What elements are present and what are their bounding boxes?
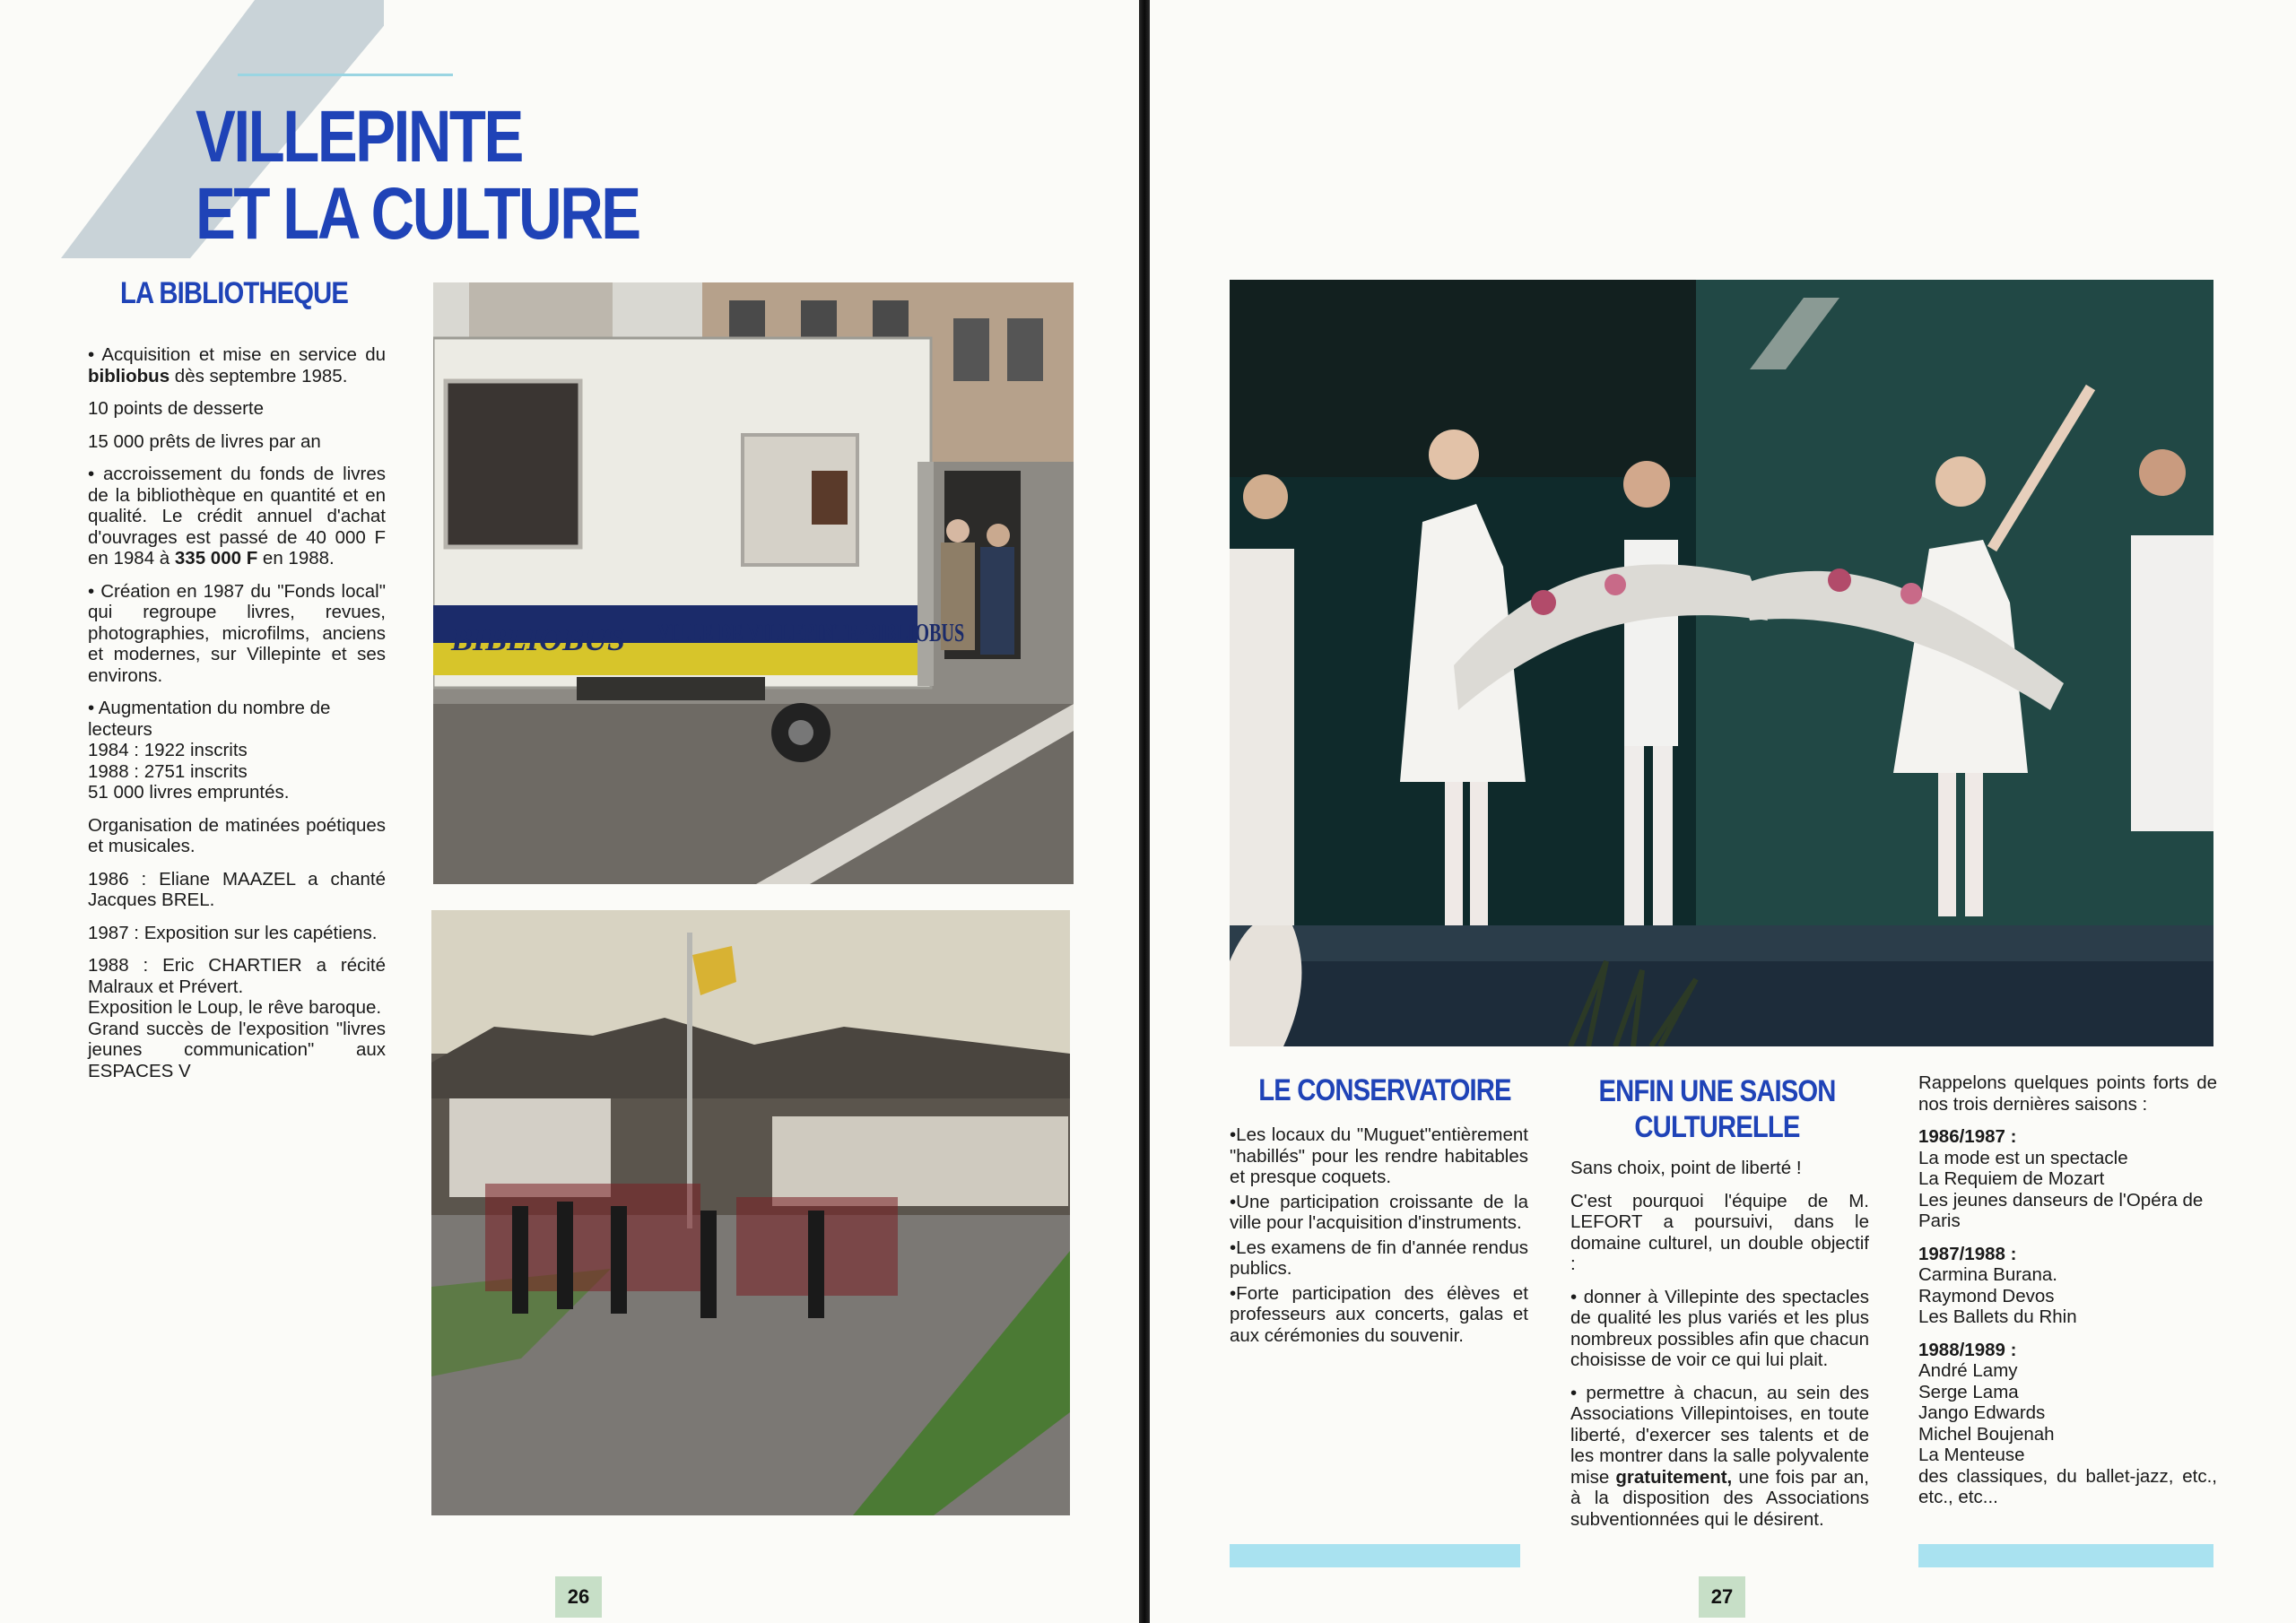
bus-side-text: VILLE DE VILLEPINTE·BIBLIOBUS (657, 619, 965, 647)
left-page (0, 0, 1139, 1623)
right-page (1150, 0, 2296, 1623)
section-title-bibliotheque: LA BIBLIOTHEQUE (119, 276, 349, 310)
conservatoire-item-1: •Les locaux du "Muguet"entièrement "habillés" pour les rendre habitables et presque coquets. (1230, 1124, 1528, 1187)
season-1988-1989: 1988/1989 : André Lamy Serge Lama Jango Edwards Michel Boujenah La Menteuse des classiques, du ballet-jazz, etc., etc., etc... (1918, 1339, 2217, 1507)
para-desserte: 10 points de desserte (88, 398, 265, 419)
bibliobus-photo (433, 282, 1074, 884)
bus-back-text: BIBLIOBUS (451, 621, 626, 657)
page-title (196, 96, 639, 255)
seasons-intro: Rappelons quelques points forts de nos trois dernières saisons : (1918, 1072, 2217, 1115)
section-title-conservatoire: LE CONSERVATOIRE (1258, 1073, 1511, 1107)
spread-gutter (1139, 0, 1150, 1623)
para-1987: 1987 : Exposition sur les capétiens. (88, 922, 378, 943)
page-number-27: 27 (1699, 1576, 1745, 1618)
parade-photo (431, 910, 1070, 1515)
season-1987-1988: 1987/1988 : Carmina Burana. Raymond Devos Les Ballets du Rhin (1918, 1243, 2077, 1327)
saison-title-line1: ENFIN UNE SAISON (1598, 1074, 1836, 1108)
ballet-photo (1230, 280, 2213, 1046)
para-accroissement: • accroissement du fonds de livres de la bibliothèque en quantité et en qualité. Le crédit annuel d'achat d'ouvrages est passé de 40 000 F en 1984 à 335 000 F en 1988. (88, 464, 386, 568)
season-1986-1987: 1986/1987 : La mode est un spectacle La Requiem de Mozart Les jeunes danseurs de l'Opéra de Paris (1918, 1126, 2204, 1231)
seasons-column (1918, 1072, 2217, 1520)
para-1986: 1986 : Eliane MAAZEL a chanté Jacques BREL. (88, 868, 386, 910)
saison-title-line2: CULTURELLE (1634, 1110, 1800, 1144)
title-accent-line (238, 74, 453, 76)
accent-bar-left (1230, 1544, 1520, 1567)
bibliotheque-column (88, 344, 386, 1093)
para-prets: 15 000 prêts de livres par an (88, 430, 321, 452)
page-title-line1: VILLEPINTE (196, 96, 522, 178)
para-bibliobus: • Acquisition et mise en service du bibliobus dès septembre 1985. (88, 344, 386, 386)
conservatoire-item-4: •Forte participation des élèves et professeurs aux concerts, galas et aux cérémonies du souvenir. (1230, 1282, 1528, 1346)
para-lecteurs: • Augmentation du nombre de lecteurs 1984 : 1922 inscrits 1988 : 2751 inscrits 51 000 livres empruntés. (88, 698, 331, 803)
accent-bar-right (1918, 1544, 2213, 1567)
conservatoire-item-2: •Une participation croissante de la ville pour l'acquisition d'instruments. (1230, 1191, 1528, 1233)
saison-p1: Sans choix, point de liberté ! (1570, 1158, 1802, 1178)
section-title-saison (1584, 1073, 1850, 1145)
para-matinees: Organisation de matinées poétiques et musicales. (88, 814, 386, 856)
saison-p2: C'est pourquoi l'équipe de M. LEFORT a poursuivi, dans le domaine culturel, un double objectif : (1570, 1190, 1869, 1274)
saison-p3: • donner à Villepinte des spectacles de qualité les plus variés et les plus nombreux possibles afin que chacun choisisse de voir ce qui lui plait. (1570, 1286, 1869, 1370)
saison-column (1570, 1158, 1869, 1541)
page-title-line2: ET LA CULTURE (196, 173, 639, 255)
para-1988: 1988 : Eric CHARTIER a récité Malraux et Prévert. Exposition le Loup, le rêve baroque. Grand succès de l'exposition "livres jeunes communication" aux ESPACES V (88, 955, 386, 1081)
para-fonds-local: • Création en 1987 du "Fonds local" qui regroupe livres, revues, photographies, microfilms, anciens et modernes, sur Villepinte et ses environs. (88, 580, 386, 686)
saison-p4: • permettre à chacun, au sein des Associations Villepintoises, en toute liberté, d'exercer ses talents et de les montrer dans la salle polyvalente mise gratuitement, une fois par an, à la disposition des Associations subventionnées qui le désirent. (1570, 1382, 1869, 1530)
conservatoire-item-3: •Les examens de fin d'année rendus publics. (1230, 1237, 1528, 1279)
conservatoire-column (1230, 1124, 1528, 1358)
page-number-26: 26 (555, 1576, 602, 1618)
